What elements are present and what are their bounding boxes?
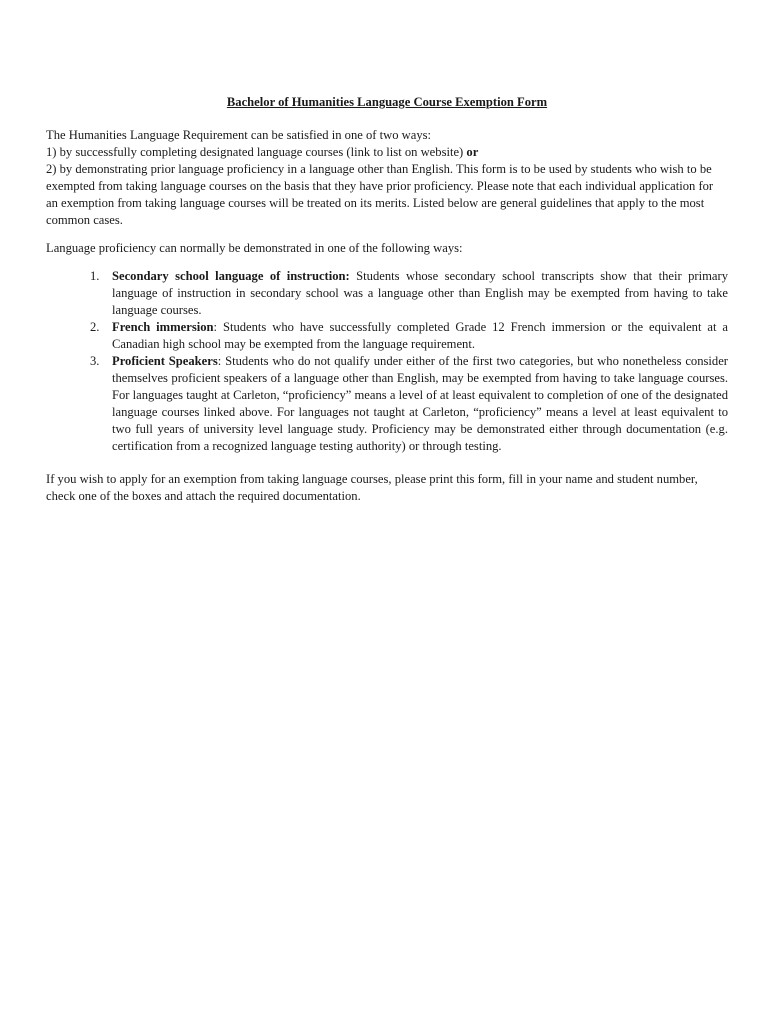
intro-or: or bbox=[466, 145, 479, 159]
list-text: : Students who do not qualify under either of the first two categories, but who nonetheless consider themselves proficient speakers of a language other than English, may be exempted from having to take language courses. For languages taught at Carleton, “proficiency” means a level of at least equivalent to completion of one of the designated language courses linked above. For languages not taught at Carleton, “proficiency” means a level at least equivalent to two full years of university level language study. Proficiency may be demonstrated either through documentation (e.g. certification from a recognized language testing authority) or through testing. bbox=[112, 354, 728, 453]
list-term: Proficient Speakers bbox=[112, 354, 218, 368]
list-term: French immersion bbox=[112, 320, 214, 334]
list-number: 2. bbox=[90, 320, 100, 334]
intro-section bbox=[46, 127, 728, 229]
proficiency-ways-list bbox=[46, 268, 728, 455]
intro-option-2: 2) by demonstrating prior language proficiency in a language other than English. This form is to be used by students who wish to be exempted from taking language courses on the basis that they have prior proficiency. Please note that each individual application for an exemption from taking language courses will be treated on its merits. Listed below are general guidelines that apply to the most common cases. bbox=[46, 162, 714, 227]
list-text: : Students who have successfully completed Grade 12 French immersion or the equivalent at a Canadian high school may be exempted from the language requirement. bbox=[112, 320, 728, 351]
list-item bbox=[90, 319, 728, 353]
list-text: Students whose secondary school transcripts show that their primary language of instruction in secondary school was a language other than English may be exempted from having to take language courses. bbox=[112, 269, 728, 317]
proficiency-lead: Language proficiency can normally be demonstrated in one of the following ways: bbox=[46, 241, 463, 255]
list-item bbox=[90, 268, 728, 319]
document-page bbox=[46, 94, 728, 505]
closing-instructions: If you wish to apply for an exemption from taking language courses, please print this form, fill in your name and student number, check one of the boxes and attach the required documentation. bbox=[46, 472, 698, 503]
list-item bbox=[90, 353, 728, 455]
list-number: 1. bbox=[90, 269, 100, 283]
form-title: Bachelor of Humanities Language Course Exemption Form bbox=[226, 95, 548, 109]
intro-line-2 bbox=[46, 144, 728, 161]
list-term: Secondary school language of instruction: bbox=[112, 269, 350, 283]
intro-option-1: 1) by successfully completing designated language courses (link to list on website) bbox=[46, 145, 464, 159]
list-number: 3. bbox=[90, 354, 100, 368]
intro-line-1: The Humanities Language Requirement can be satisfied in one of two ways: bbox=[46, 128, 432, 142]
